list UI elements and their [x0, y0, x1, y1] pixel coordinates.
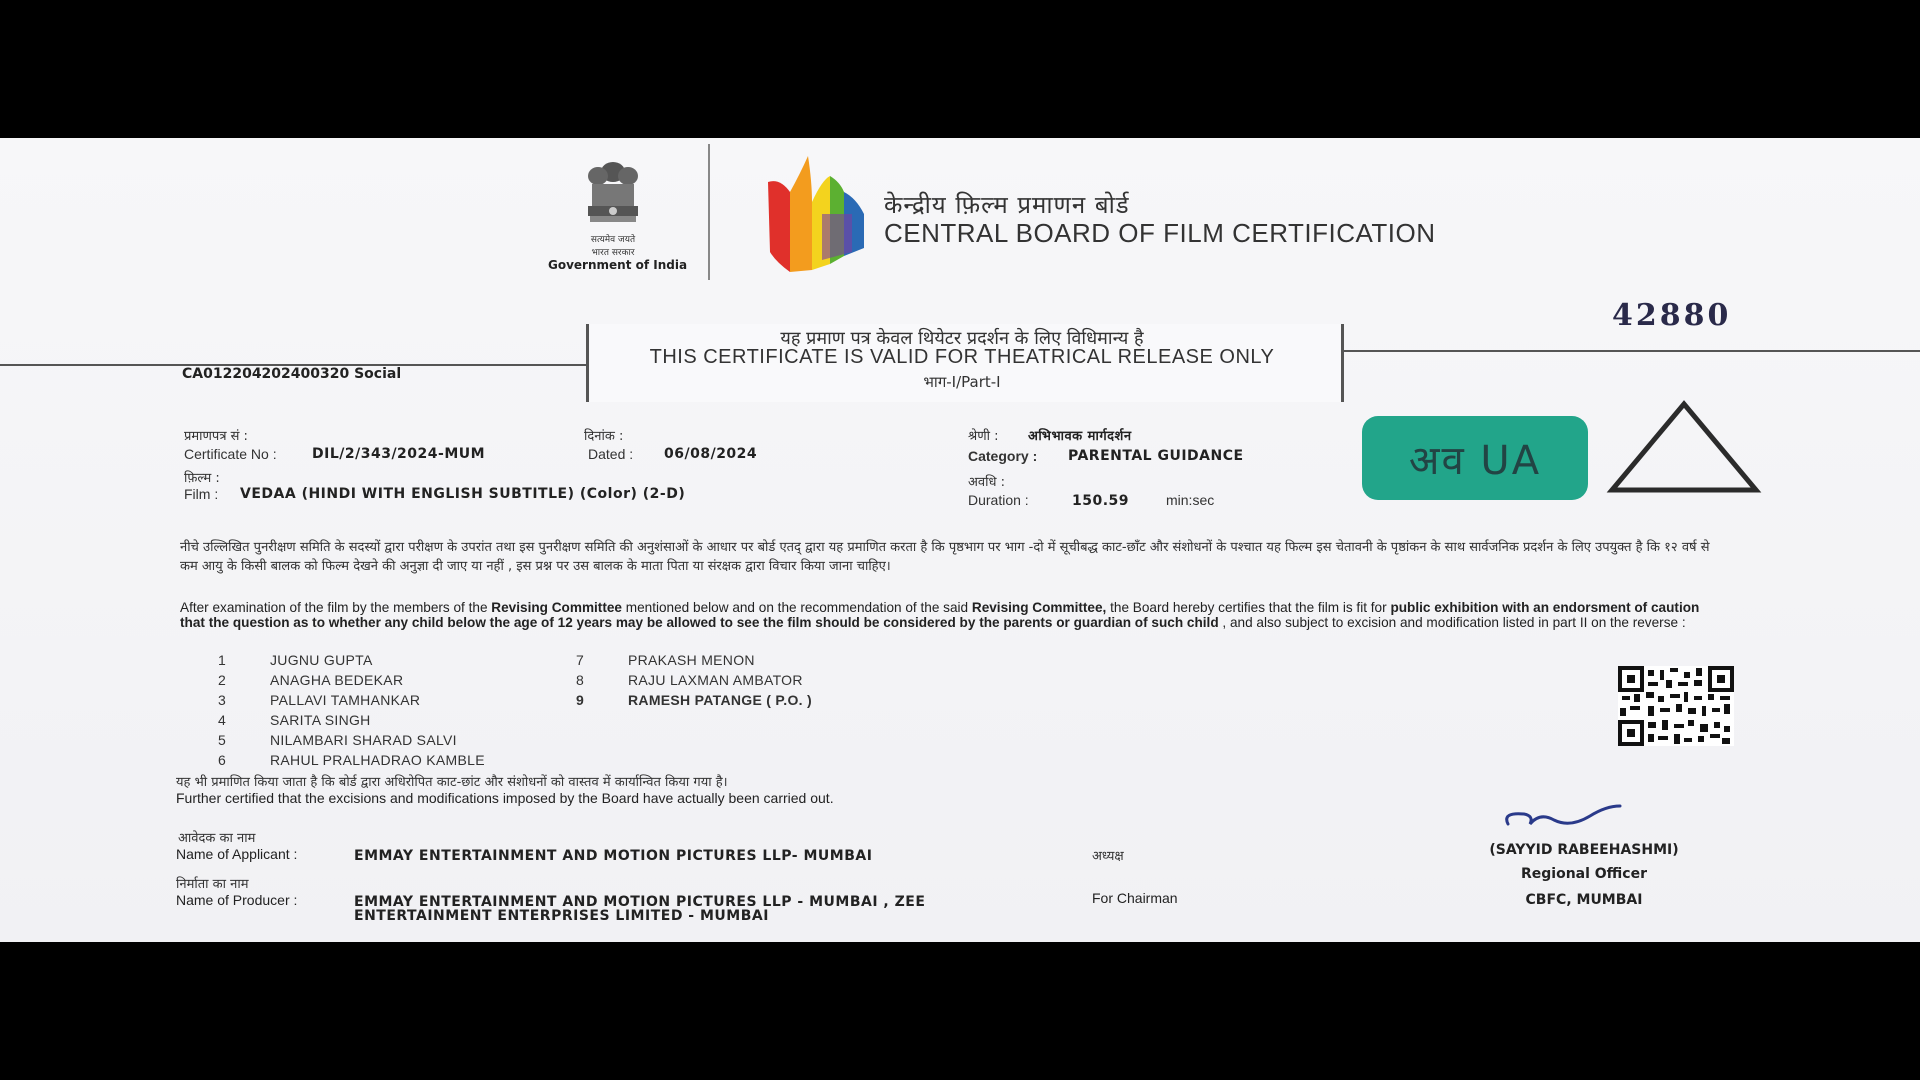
committee-member	[218, 692, 420, 708]
producer-label-hindi: निर्माता का नाम	[176, 877, 249, 892]
cert-no-label: Certificate No :	[184, 446, 277, 462]
film-label: Film :	[184, 486, 219, 502]
rule-right	[1336, 350, 1920, 352]
committee-member	[218, 752, 485, 768]
caution-triangle-icon	[1606, 400, 1762, 496]
para-part: After examination of the film by the members of the	[180, 600, 492, 615]
officer-title: Regional Officer	[1520, 866, 1647, 882]
dated-value: 06/08/2024	[664, 446, 758, 462]
film-value: VEDAA (HINDI WITH ENGLISH SUBTITLE) (Color) (2-D)	[240, 486, 686, 502]
member-number: 6	[218, 752, 227, 768]
para-part-bold: public exhibition with an endorsment of caution that the question as to whether any child below the age of 12 years may be allowed to see the film should be considered by the parents or guardian of such child	[180, 600, 1700, 630]
committee-member	[218, 672, 403, 688]
national-emblem	[548, 158, 688, 272]
certification-text-hindi: नीचे उल्लिखित पुनरीक्षण समिति के सदस्यों द्वारा परीक्षण के उपरांत तथा इस पुनरीक्षण समिति की अनुशंसाओं के आधार पर बोर्ड एतद् द्वारा यह प्रमाणित करता है कि पृष्ठभाग पर भाग -दो में सूचीबद्ध काट-छाँट और संशोधनों के पश्चात यह फिल्म इस चेतावनी के पृष्ठांकन के साथ सार्वजनिक प्रदर्शन के लिए उपयुक्त है कि १२ वर्ष से कम आयु के किसी बालक को फिल्म देखने की अनुज्ञा दी जाए या नहीं , इस प्रश्न पर उस बालक के माता पिता या संरक्षक द्वारा विचार किया जाना चाहिए।	[180, 540, 1710, 574]
validity-banner-english: THIS CERTIFICATE IS VALID FOR THEATRICAL RELEASE ONLY	[649, 346, 1275, 368]
cbfc-logo-icon	[760, 152, 870, 274]
validity-banner-hindi: यह प्रमाण पत्र केवल थियेटर प्रदर्शन के लिए विधिमान्य है	[780, 328, 1144, 349]
committee-member	[218, 652, 373, 668]
member-name: ANAGHA BEDEKAR	[270, 672, 404, 688]
film-label-hindi: फ़िल्म :	[184, 471, 220, 486]
committee-member	[576, 672, 803, 688]
org-name-english: CENTRAL BOARD OF FILM CERTIFICATION	[884, 218, 1436, 248]
duration-label-hindi: अवधि :	[968, 475, 1006, 490]
government-label: Government of India	[548, 258, 688, 272]
chairman-label: For Chairman	[1092, 890, 1178, 906]
category-label-hindi: श्रेणी :	[968, 429, 999, 444]
officer-name: (SAYYID RABEEHASHMI)	[1489, 842, 1679, 858]
category-value: PARENTAL GUIDANCE	[1068, 448, 1244, 464]
member-number: 9	[576, 692, 585, 708]
member-number: 5	[218, 732, 227, 748]
certificate-sheet	[0, 138, 1920, 942]
officer-office: CBFC, MUMBAI	[1525, 892, 1643, 908]
para-part: mentioned below and on the recommendation of the said	[621, 600, 972, 615]
part-label: भाग-I/Part-I	[923, 373, 1001, 391]
producer-label: Name of Producer :	[176, 892, 298, 908]
committee-member	[218, 712, 371, 728]
duration-label: Duration :	[968, 492, 1029, 508]
committee-member	[576, 652, 755, 668]
further-certified-english: Further certified that the excisions and modifications imposed by the Board have actually been carried out.	[176, 790, 834, 806]
cert-no-label-hindi: प्रमाणपत्र सं :	[184, 429, 248, 444]
further-certified-hindi: यह भी प्रमाणित किया जाता है कि बोर्ड द्वारा अधिरोपित काट-छांट और संशोधनों को वास्तव में कार्यान्वित किया गया है।	[176, 775, 728, 790]
ua-rating-badge: अव UA	[1362, 416, 1588, 500]
member-number: 1	[218, 652, 227, 668]
ashoka-emblem-icon	[578, 158, 648, 230]
applicant-value: EMMAY ENTERTAINMENT AND MOTION PICTURES LLP- MUMBAI	[354, 848, 873, 864]
duration-unit: min:sec	[1166, 492, 1215, 508]
chairman-label-hindi: अध्यक्ष	[1092, 849, 1124, 864]
applicant-label: Name of Applicant :	[176, 846, 298, 862]
member-name: PALLAVI TAMHANKAR	[270, 692, 421, 708]
member-number: 2	[218, 672, 227, 688]
emblem-hindi: भारत सरकार	[591, 248, 635, 258]
category-value-hindi: अभिभावक मार्गदर्शन	[1028, 429, 1132, 444]
serial-number: 42880	[1612, 298, 1732, 333]
certificate-id: CA012204202400320 Social	[182, 366, 402, 382]
member-name: NILAMBARI SHARAD SALVI	[270, 732, 457, 748]
qr-code-icon	[1618, 666, 1734, 746]
member-number: 4	[218, 712, 227, 728]
emblem-motto: सत्यमेव जयते	[590, 235, 636, 245]
member-name: JUGNU GUPTA	[270, 652, 373, 668]
para-part-bold: Revising Committee,	[971, 600, 1107, 615]
dated-label: Dated :	[588, 446, 634, 462]
committee-member	[218, 732, 457, 748]
producer-value-line2: ENTERTAINMENT ENTERPRISES LIMITED - MUMBAI	[354, 908, 769, 924]
applicant-label-hindi: आवेदक का नाम	[178, 831, 256, 846]
member-name: RAJU LAXMAN AMBATOR	[628, 672, 803, 688]
member-name: RAMESH PATANGE ( P.O. )	[628, 692, 812, 708]
duration-value: 150.59	[1072, 493, 1130, 509]
member-name: RAHUL PRALHADRAO KAMBLE	[270, 752, 485, 768]
para-part: , and also subject to excision and modification listed in part II on the reverse :	[1218, 615, 1686, 630]
member-number: 8	[576, 672, 585, 688]
org-name-hindi: केन्द्रीय फ़िल्म प्रमाणन बोर्ड	[884, 191, 1130, 219]
producer-value-line1: EMMAY ENTERTAINMENT AND MOTION PICTURES LLP - MUMBAI , ZEE	[354, 894, 926, 910]
certification-text-english	[180, 600, 1720, 630]
member-number: 7	[576, 652, 585, 668]
member-name: PRAKASH MENON	[628, 652, 755, 668]
cbfc-logo	[760, 152, 870, 278]
member-number: 3	[218, 692, 227, 708]
dated-label-hindi: दिनांक :	[584, 429, 624, 444]
signature-icon	[1500, 798, 1630, 838]
category-label: Category :	[968, 448, 1038, 464]
cert-no-value: DIL/2/343/2024-MUM	[312, 446, 486, 462]
para-part: the Board hereby certifies that the film is fit for	[1106, 600, 1391, 615]
header-divider	[708, 144, 710, 280]
member-name: SARITA SINGH	[270, 712, 371, 728]
committee-member-presiding	[576, 692, 812, 708]
para-part-bold: Revising Committee	[491, 600, 622, 615]
